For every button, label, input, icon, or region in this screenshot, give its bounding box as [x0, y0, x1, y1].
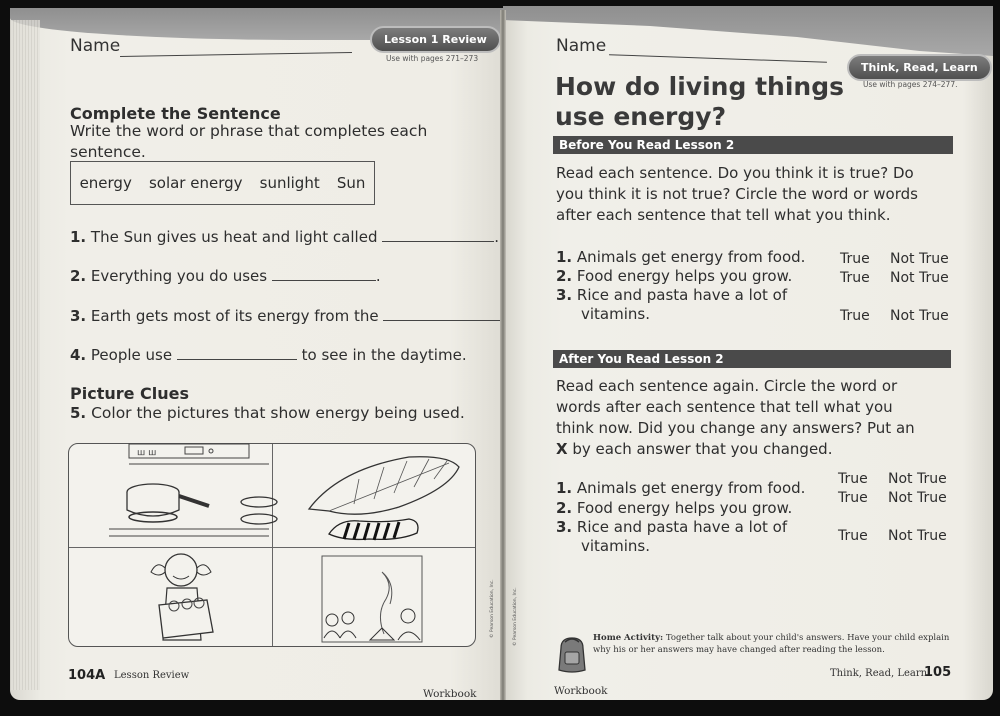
pages-note: Use with pages 274–277.	[863, 80, 958, 89]
word-bank	[70, 161, 375, 205]
not-true-option[interactable]: Not True	[888, 490, 947, 506]
pot-on-stove-picture[interactable]	[109, 444, 269, 544]
page-label: Think, Read, Learn	[830, 668, 928, 679]
answer-blank[interactable]	[383, 320, 501, 321]
before-item-1: 1. Animals get energy from food.	[556, 248, 806, 266]
name-write-line[interactable]	[120, 52, 352, 57]
page-title: How do living things use energy?	[555, 72, 844, 131]
after-item-1: 1. Animals get energy from food.	[556, 479, 806, 497]
page-label: Lesson Review	[114, 670, 190, 681]
section-instruction: Write the word or phrase that completes each sentence.	[70, 122, 428, 161]
right-page	[503, 6, 993, 700]
svg-text:ꟺ ꟺ: ꟺ ꟺ	[137, 448, 157, 458]
book-spine	[500, 10, 506, 700]
true-option[interactable]: True	[838, 490, 868, 506]
answer-blank[interactable]	[272, 280, 376, 281]
caterpillar-leaf-picture[interactable]	[299, 449, 469, 549]
after-item-3: 3. Rice and pasta have a lot of	[556, 518, 788, 536]
not-true-option[interactable]: Not True	[890, 251, 949, 267]
true-option[interactable]: True	[840, 270, 870, 286]
not-true-option[interactable]: Not True	[888, 528, 947, 544]
not-true-option[interactable]: Not True	[890, 308, 949, 324]
before-item-3: 3. Rice and pasta have a lot of	[556, 286, 788, 304]
true-option[interactable]: True	[838, 471, 868, 487]
page-number: 104A	[68, 668, 106, 683]
word-bank-item: energy	[79, 174, 132, 192]
section-heading-complete-sentence: Complete the Sentence	[70, 104, 281, 123]
before-item-3-cont: vitamins.	[581, 305, 650, 323]
question-1: 1. The Sun gives us heat and light called .	[70, 228, 500, 246]
girl-carrying-box-picture[interactable]	[129, 550, 249, 646]
left-page	[10, 8, 503, 700]
word-bank-item: sunlight	[259, 174, 320, 192]
page-edges	[10, 20, 40, 690]
before-item-2: 2. Food energy helps you grow.	[556, 267, 793, 285]
name-write-line[interactable]	[609, 54, 827, 63]
think-read-learn-pill: Think, Read, Learn	[847, 54, 992, 81]
copyright-note: © Pearson Education, Inc.	[490, 579, 495, 638]
question-3: 3. Earth gets most of its energy from the	[70, 307, 506, 325]
name-label: Name	[70, 36, 121, 56]
question-2: 2. Everything you do uses .	[70, 267, 381, 285]
true-option[interactable]: True	[840, 251, 870, 267]
word-bank-item: solar energy	[148, 174, 243, 192]
answer-blank[interactable]	[177, 359, 297, 360]
home-activity-note: Home Activity: Together talk about your child's answers. Have your child explain why his or her answers may have changed after reading the lesson.	[593, 633, 950, 655]
backpack-icon	[555, 636, 589, 674]
picture-grid	[68, 443, 476, 647]
before-instructions: Read each sentence. Do you think it is true? Do you think it is not true? Circle the word or words after each sentence that tell what you think.	[556, 164, 918, 224]
after-you-read-bar: After You Read Lesson 2	[553, 350, 951, 368]
not-true-option[interactable]: Not True	[890, 270, 949, 286]
true-option[interactable]: True	[838, 528, 868, 544]
pages-note: Use with pages 271–273	[386, 54, 479, 63]
after-instructions: Read each sentence again. Circle the word or words after each sentence that tell what you think now. Did you change any answers? Put an X by each answer that you changed.	[556, 377, 915, 458]
campfire-children-picture[interactable]	[314, 554, 474, 646]
before-you-read-bar: Before You Read Lesson 2	[553, 136, 953, 154]
name-label: Name	[556, 36, 607, 56]
page-number: 105	[924, 665, 952, 680]
workbook-label: Workbook	[554, 685, 608, 697]
after-item-2: 2. Food energy helps you grow.	[556, 499, 793, 517]
after-item-3-cont: vitamins.	[581, 537, 650, 555]
question-4: 4. People use to see in the daytime.	[70, 346, 467, 364]
copyright-note: © Pearson Education, Inc.	[513, 587, 518, 646]
true-option[interactable]: True	[840, 308, 870, 324]
lesson-review-pill: Lesson 1 Review	[370, 26, 501, 53]
question-5: 5. Color the pictures that show energy being used.	[70, 404, 465, 422]
answer-blank[interactable]	[382, 241, 494, 242]
word-bank-item: Sun	[336, 174, 366, 192]
workbook-label: Workbook	[423, 688, 477, 700]
not-true-option[interactable]: Not True	[888, 471, 947, 487]
section-heading-picture-clues: Picture Clues	[70, 384, 190, 403]
